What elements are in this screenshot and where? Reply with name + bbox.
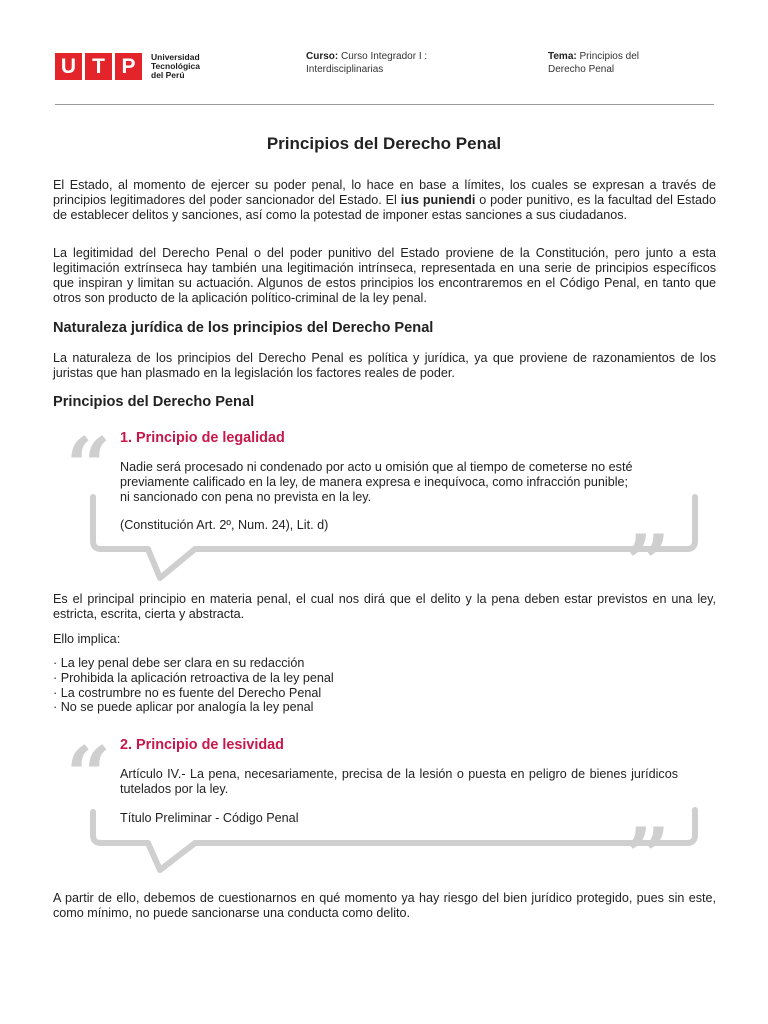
close-quote-icon: ” [625, 518, 670, 609]
logo-university-name: Universidad Tecnológica del Perú [151, 52, 200, 80]
legalidad-explanation: Es el principal principio en materia penal, el cual nos dirá que el delito y la pena deben estar previstos en una ley, estricta, escrita, cierta y abstracta. [53, 592, 716, 621]
topic-label: Tema: [548, 51, 577, 62]
quote2-source: Título Preliminar - Código Penal [120, 811, 299, 825]
quote2-text: Artículo IV.- La pena, necesariamente, precisa de la lesión o puesta en peligro de bienes jurídicos tutelados por la ley. [120, 767, 678, 796]
topic-value-line1: Principios del [579, 51, 639, 62]
open-quote-icon: “ [66, 421, 111, 512]
list-item: · La ley penal debe ser clara en su redacción [53, 656, 334, 671]
intro-paragraph-2: La legitimidad del Derecho Penal o del poder punitivo del Estado proviene de la Constitución, pero junto a esta legitimación extrínseca hay también una legitimación intrínseca, representada en una serie de principios específicos que inspiran y limitan su actuación. Algunos de estos principios los encontraremos en el Código Penal, en tanto que otros son producto de la aplicación político-criminal de la ley penal. [53, 246, 716, 305]
ius-puniendi-term: ius puniendi [400, 193, 476, 207]
quote1-line: ni sancionado con pena no prevista en la ley. [120, 490, 372, 504]
logo-letter-p: P [115, 53, 142, 80]
open-quote-icon: “ [66, 730, 111, 821]
topic-value-line2: Derecho Penal [548, 64, 615, 75]
ello-implica: Ello implica: [53, 632, 121, 646]
quote1-line: Nadie será procesado ni condenado por acto u omisión que al tiempo de cometerse no esté [120, 460, 633, 474]
intro-paragraph-1: El Estado, al momento de ejercer su poder penal, lo hace en base a límites, los cuales se expresan a través de principios legitimadores del poder sancionador del Estado. El ius puniendi o poder punitivo, es la facultad del Estado de establecer delitos y sanciones, así como la potestad de imponer estas sanciones a sus ciudadanos. [53, 178, 716, 222]
list-item: · No se puede aplicar por analogía la ley penal [53, 700, 334, 715]
page-title: Principios del Derecho Penal [266, 134, 502, 153]
course-value-line1: Curso Integrador I : [341, 51, 428, 62]
quote1-body [120, 460, 690, 505]
section-heading-principios: Principios del Derecho Penal [53, 394, 255, 410]
quote1-line: previamente calificado en la ley, de manera expresa e inequívoca, como infracción punible; [120, 475, 629, 489]
implications-list [53, 656, 334, 715]
quote1-title: 1. Principio de legalidad [120, 430, 285, 446]
list-item: · La costrumbre no es fuente del Derecho Penal [53, 686, 334, 701]
closing-paragraph: A partir de ello, debemos de cuestionarnos en qué momento ya hay riesgo del bien jurídico protegido, pues sin este, como mínimo, no puede sancionarse una conducta como delito. [53, 891, 716, 920]
naturaleza-paragraph: La naturaleza de los principios del Derecho Penal es política y jurídica, ya que proviene de razonamientos de los juristas que han plasmado en la legislación los factores reales de poder. [53, 351, 716, 380]
quote1-source: (Constitución Art. 2º, Num. 24), Lit. d) [120, 518, 329, 532]
course-label: Curso: [306, 51, 339, 62]
quote1-frame [93, 497, 695, 578]
close-quote-icon: ” [625, 811, 670, 902]
quote2-title: 2. Principio de lesividad [120, 737, 284, 753]
logo-letter-t: T [85, 53, 112, 80]
section-heading-naturaleza: Naturaleza jurídica de los principios del Derecho Penal [53, 320, 434, 336]
course-value-line2: Interdisciplinarias [306, 64, 384, 75]
list-item: · Prohibida la aplicación retroactiva de la ley penal [53, 671, 334, 686]
logo-letter-u: U [55, 53, 82, 80]
